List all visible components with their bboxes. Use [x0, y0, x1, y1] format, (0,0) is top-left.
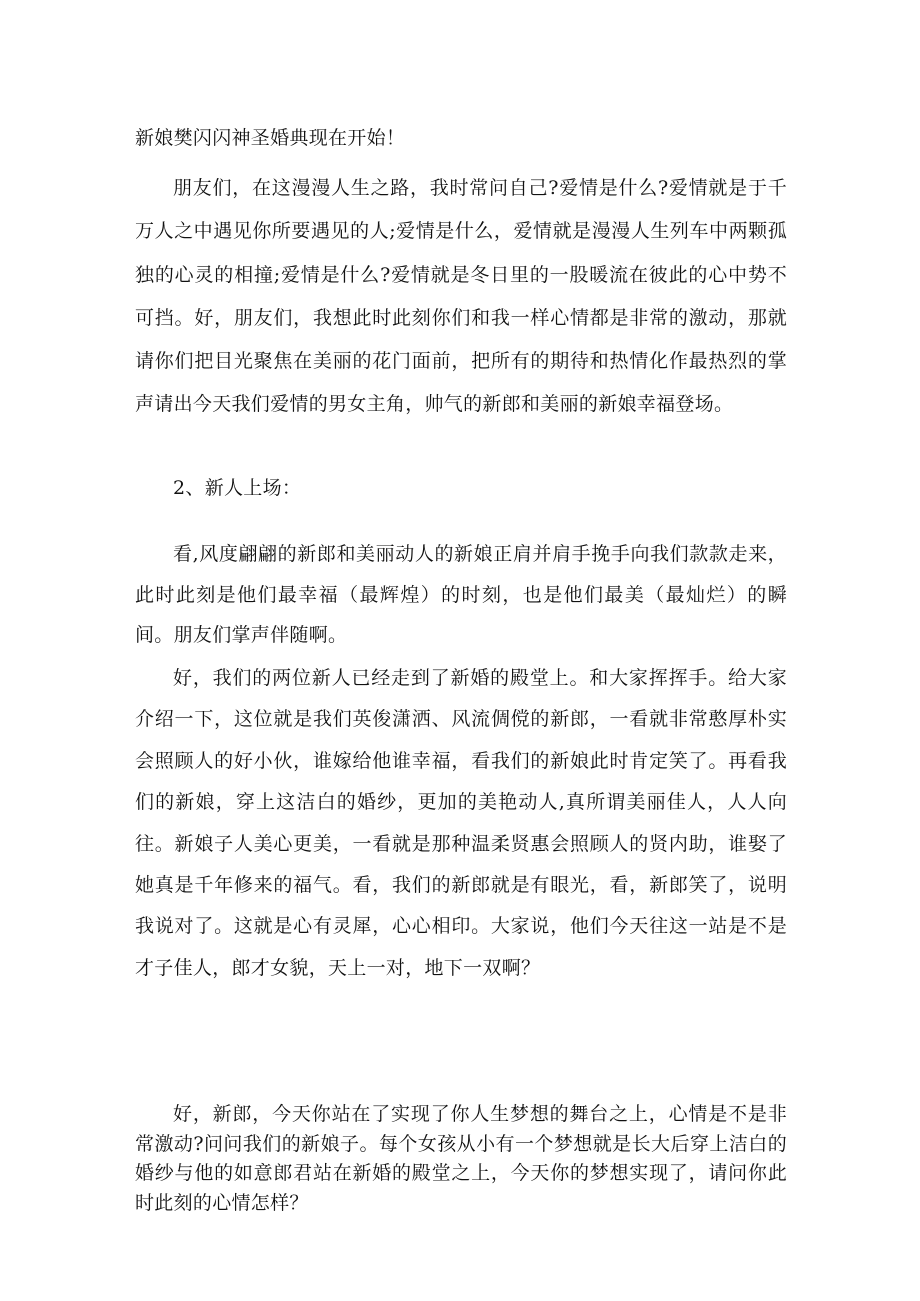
paragraph-introducing-couple: 好，我们的两位新人已经走到了新婚的殿堂上。和大家挥挥手。给大家介绍一下，这位就是我们英俊潇洒、风流倜傥的新郎，一看就非常憨厚朴实会照顾人的好小伙，谁嫁给他谁幸福，看我们的新娘此时肯定笑了。再看我们的新娘，穿上这洁白的婚纱，更加的美艳动人,真所谓美丽佳人，人人向往。新娘子人美心更美，一看就是那种温柔贤惠会照顾人的贤内助，谁娶了她真是千年修来的福气。看，我们的新郎就是有眼光，看，新郎笑了，说明我说对了。这就是心有灵犀，心心相印。大家说，他们今天往这一站是不是才子佳人，郎才女貌，天上一对，地下一双啊？ [135, 667, 787, 979]
paragraph-couple-walking-in: 看,风度翩翩的新郎和美丽动人的新娘正肩并肩手挽手向我们款款走来，此时此刻是他们最幸福（最辉煌）的时刻，也是他们最美（最灿烂）的瞬间。朋友们掌声伴随啊。 [135, 543, 787, 646]
paragraph-love-introduction: 朋友们，在这漫漫人生之路，我时常问自己?爱情是什么?爱情就是于千万人之中遇见你所要遇见的人;爱情是什么，爱情就是漫漫人生列车中两颗孤独的心灵的相撞;爱情是什么?爱情就是冬日里的一股暖流在彼此的心中势不可挡。好，朋友们，我想此时此刻你们和我一样心情都是非常的激动，那就请你们把目光聚焦在美丽的花门面前，把所有的期待和热情化作最热烈的掌声请出今天我们爱情的男女主角，帅气的新郎和美丽的新娘幸福登场。 [135, 177, 787, 416]
section-heading-couple-entrance: 2、新人上场： [173, 477, 302, 499]
paragraph-opening-line: 新娘樊闪闪神圣婚典现在开始！ [135, 127, 406, 149]
paragraph-groom-question: 好，新郎，今天你站在了实现了你人生梦想的舞台之上，心情是不是非常激动?问问我们的新娘子。每个女孩从小有一个梦想就是长大后穿上洁白的婚纱与他的如意郎君站在新婚的殿堂之上，今天你的梦想实现了，请问你此时此刻的心情怎样？ [135, 1103, 787, 1214]
